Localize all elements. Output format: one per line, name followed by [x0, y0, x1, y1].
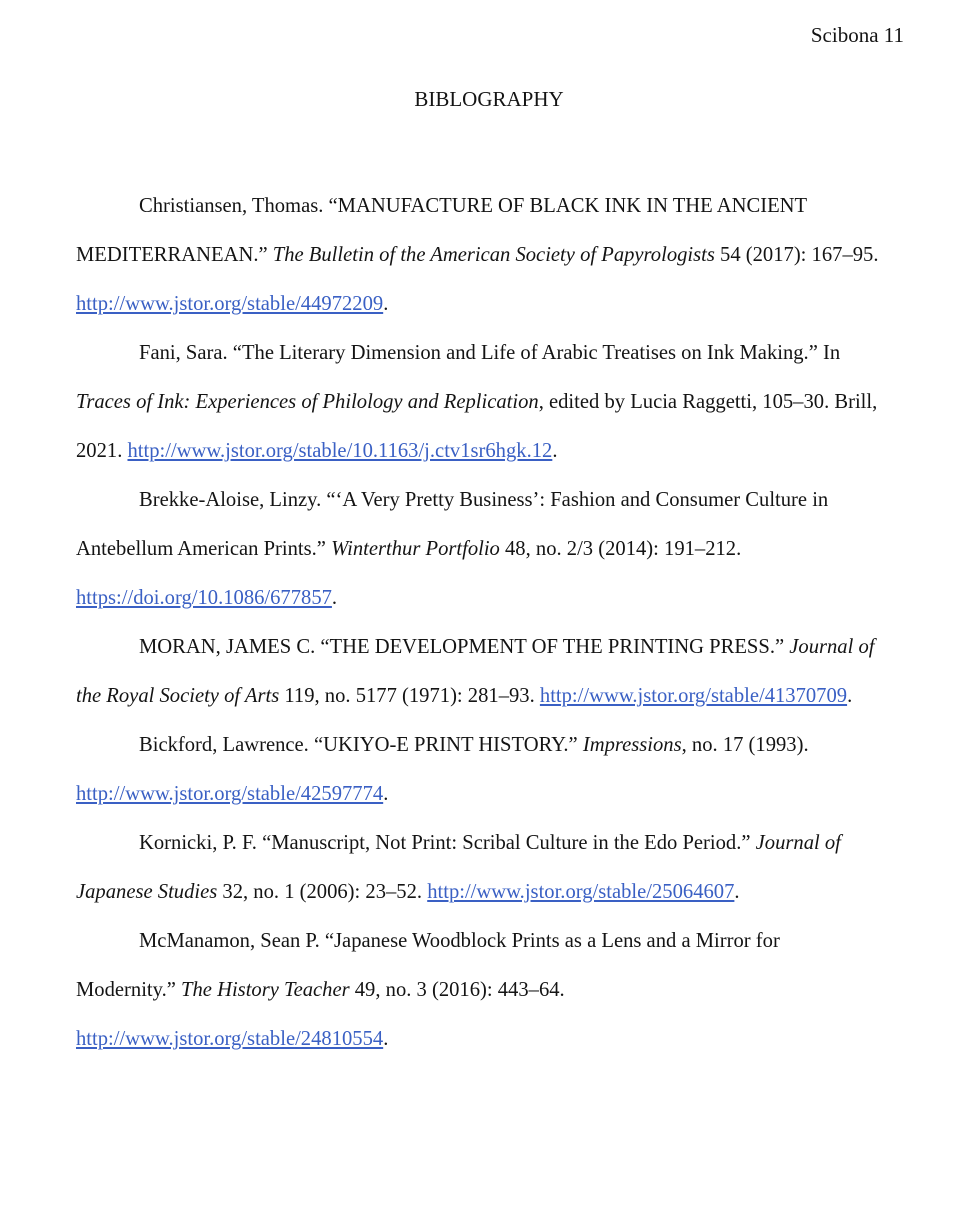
entry-text: .: [734, 881, 740, 903]
entry-line: [76, 623, 906, 672]
entry-text: 32, no. 1 (2006): 23–52.: [217, 881, 428, 903]
entry-text: .: [552, 440, 558, 462]
entry-line: [76, 672, 906, 721]
entry-link[interactable]: http://www.jstor.org/stable/24810554: [76, 1028, 384, 1050]
entry-text: 119, no. 5177 (1971): 281–93.: [279, 685, 540, 707]
entry-text: 49, no. 3 (2016): 443–64.: [349, 979, 565, 1001]
entry-text: .: [331, 587, 338, 609]
bibliography-entry: [76, 476, 906, 623]
bibliography-entry: [76, 721, 906, 819]
publication-title: Impressions: [582, 734, 682, 756]
publication-title: the Royal Society of Arts: [76, 685, 280, 707]
entry-link[interactable]: http://www.jstor.org/stable/25064607: [427, 881, 735, 903]
entry-link[interactable]: https://doi.org/10.1086/677857: [76, 587, 332, 609]
entry-text: Bickford, Lawrence. “UKIYO-E PRINT HISTORY.”: [139, 734, 583, 756]
entry-line: [76, 770, 906, 819]
entry-line: Fani, Sara. “The Literary Dimension and Life of Arabic Treatises on Ink Making.” In: [139, 342, 841, 364]
entry-line: [76, 1015, 906, 1064]
entry-line: [76, 966, 906, 1015]
publication-title: Winterthur Portfolio: [331, 538, 500, 560]
entry-line: Christiansen, Thomas. “MANUFACTURE OF BLACK INK IN THE ANCIENT: [139, 195, 808, 217]
entry-link[interactable]: http://www.jstor.org/stable/44972209: [76, 293, 384, 315]
entry-text: MORAN, JAMES C. “THE DEVELOPMENT OF THE PRINTING PRESS.”: [139, 636, 790, 658]
bibliography-entry: [76, 182, 906, 329]
entry-line: [76, 427, 906, 476]
entry-text: .: [383, 1028, 389, 1050]
publication-title: Journal of: [789, 636, 875, 658]
bibliography-entry: [76, 329, 906, 476]
entry-text: Kornicki, P. F. “Manuscript, Not Print: Scribal Culture in the Edo Period.”: [139, 832, 756, 854]
entry-line: [76, 819, 906, 868]
entry-text: , edited by Lucia Raggetti, 105–30. Brill,: [538, 391, 878, 413]
entry-text: 2021.: [76, 440, 128, 462]
bibliography-entry: [76, 623, 906, 721]
entry-text: 54 (2017): 167–95.: [714, 244, 879, 266]
entry-link[interactable]: http://www.jstor.org/stable/42597774: [76, 783, 384, 805]
entry-line: Brekke-Aloise, Linzy. “‘A Very Pretty Business’: Fashion and Consumer Culture in: [139, 489, 829, 511]
publication-title: The Bulletin of the American Society of Papyrologists: [272, 244, 715, 266]
running-head: Scibona 11: [810, 23, 904, 47]
page-title: BIBLOGRAPHY: [414, 87, 564, 111]
entry-line: [76, 378, 906, 427]
entry-link[interactable]: http://www.jstor.org/stable/10.1163/j.ctv1sr6hgk.12: [127, 440, 553, 462]
entry-line: [76, 868, 906, 917]
entry-text: .: [847, 685, 853, 707]
entry-text: 48, no. 2/3 (2014): 191–212.: [499, 538, 742, 560]
entry-link[interactable]: http://www.jstor.org/stable/41370709: [539, 685, 848, 707]
bibliography-entry: [76, 917, 906, 1064]
bibliography-list: [76, 182, 906, 1064]
publication-title: The History Teacher: [181, 979, 350, 1001]
entry-text: Modernity.”: [76, 979, 182, 1001]
entry-line: [76, 525, 906, 574]
entry-text: .: [383, 783, 389, 805]
entry-text: , no. 17 (1993).: [681, 734, 809, 756]
publication-title: Japanese Studies: [76, 881, 218, 903]
entry-line: McManamon, Sean P. “Japanese Woodblock Prints as a Lens and a Mirror for: [139, 930, 780, 952]
publication-title: Journal of: [755, 832, 841, 854]
entry-line: [76, 231, 906, 280]
entry-line: [76, 280, 906, 329]
bibliography-entry: [76, 819, 906, 917]
entry-line: [76, 721, 906, 770]
entry-line: [76, 574, 906, 623]
entry-text: .: [383, 293, 389, 315]
entry-text: Antebellum American Prints.”: [76, 538, 332, 560]
publication-title: Traces of Ink: Experiences of Philology and Replication: [76, 391, 539, 413]
entry-text: MEDITERRANEAN.”: [76, 244, 273, 266]
